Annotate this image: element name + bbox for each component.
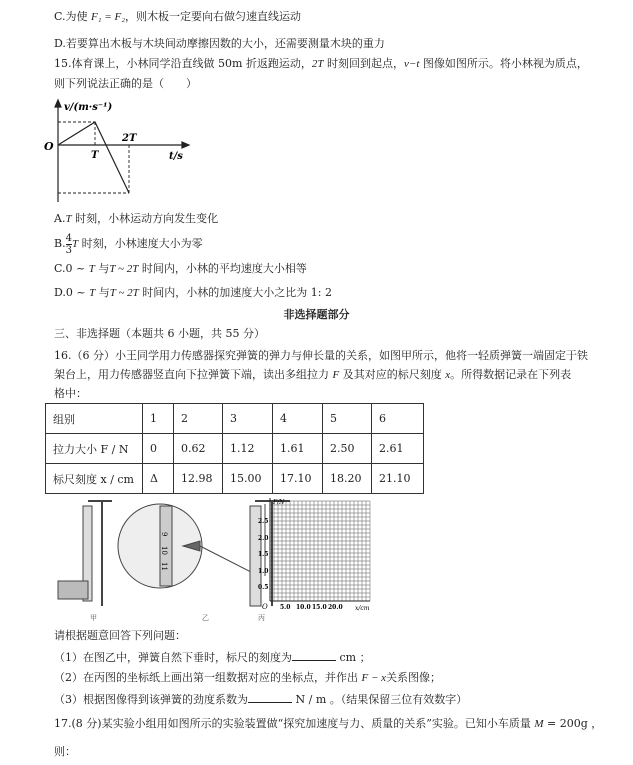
table-cell: 2.50 [323, 434, 372, 464]
question-17-line2: 则： [54, 745, 76, 758]
table-cell: 3 [223, 404, 273, 434]
option-14c: C.为使 F₁ = F₂，则木板一定要向右做匀速直线运动 [54, 10, 302, 23]
figure-jia [58, 501, 112, 606]
data-table [45, 403, 424, 494]
sub-question-3: （3）根据图像得到该弹簧的劲度系数为 N / m 。（结果保留三位有效数字） [54, 693, 468, 706]
figure-label-bing: 丙 [258, 614, 265, 622]
question-16-line3: 格中： [54, 387, 87, 400]
table-cell: 17.10 [273, 464, 323, 494]
question-15-stem: 15.体育课上，小林同学沿直线做 50m 折返跑运动，2T 时刻回到起点，v−t 图像如图所示。将小林视为质点， [54, 57, 588, 70]
svg-text:2.5: 2.5 [258, 518, 269, 525]
svg-text:10: 10 [160, 546, 168, 555]
table-cell: 18.20 [323, 464, 372, 494]
table-cell: 0 [143, 434, 174, 464]
table-cell: 1.12 [223, 434, 273, 464]
answer-blank[interactable] [248, 692, 292, 703]
option-15d: D.0 ~ T 与T ~ 2T 时间内，小林的加速度大小之比为 1: 2 [54, 286, 332, 299]
section-header: 三、非选择题（本题共 6 小题，共 55 分） [54, 327, 265, 340]
table-row [46, 404, 424, 434]
v-axis-label: v/(m·s⁻¹) [64, 102, 113, 113]
table-row [46, 434, 424, 464]
question-17-line1: 17.(8 分)某实验小组用如图所示的实验装置做“探究加速度与力、质量的关系”实验。已知小车质量 M = 200g ， [54, 717, 603, 730]
option-14d: D.若要算出木板与木块间动摩擦因数的大小，还需要测量木块的重力 [54, 37, 385, 50]
table-cell: 标尺刻度 x / cm [46, 464, 143, 494]
svg-text:11: 11 [160, 562, 168, 571]
table-cell: 2.61 [372, 434, 424, 464]
table-cell: 0.62 [174, 434, 223, 464]
svg-text:10.0: 10.0 [296, 604, 311, 611]
option-15a: A.T 时刻，小林运动方向发生变化 [54, 212, 219, 225]
sub-question-1: （1）在图乙中，弹簧自然下垂时，标尺的刻度为 cm ； [54, 651, 371, 664]
figure-label-jia: 甲 [90, 614, 97, 622]
svg-text:15.0: 15.0 [312, 604, 327, 611]
table-cell: Δ [143, 464, 174, 494]
svg-text:0.5: 0.5 [258, 584, 269, 591]
table-cell: 4 [273, 404, 323, 434]
tick-T: T [91, 150, 99, 161]
answer-blank[interactable] [292, 650, 336, 661]
t-axis-label: t/s [169, 151, 183, 162]
table-cell: 5 [323, 404, 372, 434]
svg-text:2.0: 2.0 [258, 535, 269, 542]
table-cell: 12.98 [174, 464, 223, 494]
question-16-line1: 16.（6 分）小王同学用力传感器探究弹簧的弹力与伸长量的关系，如图甲所示，他将一轻质弹簧一端固定于铁 [54, 349, 588, 362]
origin-label: O [44, 140, 54, 153]
graph-paper [270, 501, 370, 601]
experiment-figures [50, 496, 390, 614]
table-cell: 拉力大小 F / N [46, 434, 143, 464]
t-axis-arrow [182, 142, 189, 148]
svg-text:1.5: 1.5 [258, 551, 269, 558]
option-15c: C.0 ~ T 与T ~ 2T 时间内，小林的平均速度大小相等 [54, 262, 307, 275]
force-sensor [58, 581, 88, 599]
tick-2T: 2T [122, 133, 137, 144]
svg-text:x/cm: x/cm [355, 605, 370, 612]
svg-text:9: 9 [160, 532, 168, 537]
question-15-stem-line2: 则下列说法正确的是（ ） [54, 77, 197, 90]
fraction: $\frac{4}{3}$ [65, 232, 72, 256]
table-cell: 1 [143, 404, 174, 434]
table-cell: 2 [174, 404, 223, 434]
questions-intro: 请根据题意回答下列问题： [54, 629, 186, 642]
table-cell: 组别 [46, 404, 143, 434]
sub-question-2: （2）在丙图的坐标纸上画出第一组数据对应的坐标点，并作出 F − x关系图像； [54, 671, 442, 684]
svg-text:5.0: 5.0 [280, 604, 291, 611]
svg-text:1.0: 1.0 [258, 568, 269, 575]
svg-text:20.0: 20.0 [328, 604, 343, 611]
table-cell: 15.00 [223, 464, 273, 494]
table-cell: 6 [372, 404, 424, 434]
option-15b: B. $\frac{4}{3}$ T 时刻，小林速度大小为零 [54, 232, 203, 256]
figure-label-yi: 乙 [202, 614, 209, 622]
svg-text:O: O [262, 603, 268, 611]
table-cell: 1.61 [273, 434, 323, 464]
table-row [46, 464, 424, 494]
svg-text:F/N: F/N [273, 499, 285, 506]
v-axis-arrow [55, 100, 61, 107]
section-title: 非选择题部分 [283, 308, 350, 321]
vt-graph [44, 98, 194, 203]
question-16-line2: 架台上，用力传感器竖直向下拉弹簧下端，读出多组拉力 F 及其对应的标尺刻度 x。所得数据记录在下列表 [54, 368, 572, 381]
table-cell: 21.10 [372, 464, 424, 494]
